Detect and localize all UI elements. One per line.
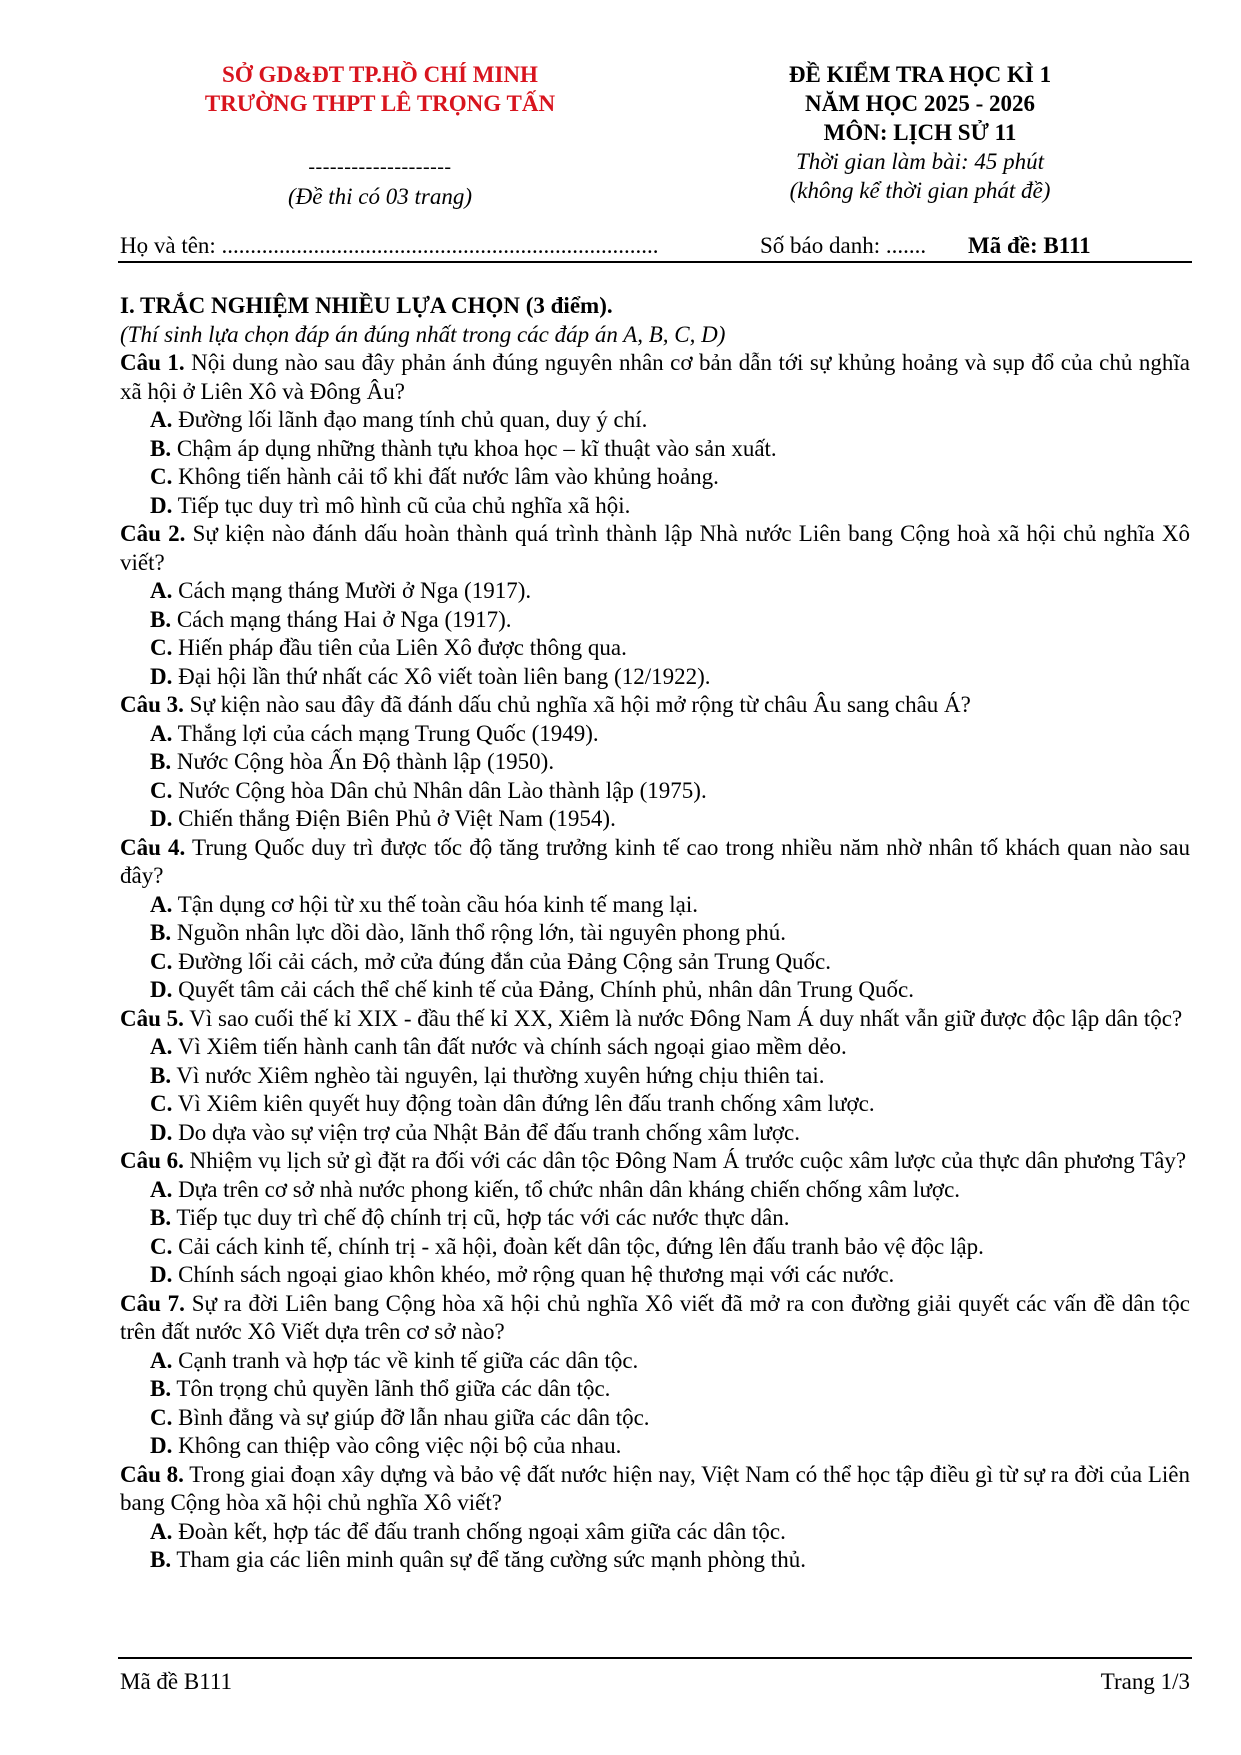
question-number: Câu 2. — [120, 521, 186, 546]
question-block — [120, 349, 1190, 520]
option-text: Đoàn kết, hợp tác để đấu tranh chống ngoại xâm giữa các dân tộc. — [172, 1518, 786, 1544]
exam-title: ĐỀ KIỂM TRA HỌC KÌ 1 — [788, 62, 1052, 87]
answer-option[interactable] — [120, 1233, 1190, 1262]
option-label: C. — [150, 1091, 173, 1116]
answer-option[interactable] — [120, 1518, 1190, 1547]
option-label: A. — [150, 1518, 173, 1544]
question-text: Trong giai đoạn xây dựng và bảo vệ đất nước hiện nay, Việt Nam có thể học tập điều gì từ sự ra đời của Liên bang Cộng hòa xã hội chủ nghĩa Xô viết? — [120, 1461, 1190, 1515]
answer-option[interactable] — [120, 1176, 1190, 1205]
option-text: Hiến pháp đầu tiên của Liên Xô được thông qua. — [172, 635, 627, 660]
option-label: A. — [150, 407, 173, 432]
question-stem — [120, 1461, 1190, 1518]
question-number: Câu 4. — [120, 834, 186, 860]
answer-option[interactable] — [120, 1432, 1190, 1461]
answer-option[interactable] — [120, 663, 1190, 692]
answer-option[interactable] — [120, 492, 1190, 521]
answer-option[interactable] — [120, 406, 1190, 435]
answer-option[interactable] — [120, 891, 1190, 920]
section-instruction: (Thí sinh lựa chọn đáp án đúng nhất trong các đáp án A, B, C, D) — [120, 321, 726, 347]
option-label: A. — [150, 1034, 173, 1059]
option-label: A. — [150, 578, 173, 603]
question-block — [120, 691, 1190, 834]
option-text: Cạnh tranh và hợp tác về kinh tế giữa các dân tộc. — [172, 1347, 639, 1373]
question-stem — [120, 1147, 1190, 1176]
answer-option[interactable] — [120, 805, 1190, 834]
option-label: A. — [150, 1347, 173, 1373]
option-text: Cải cách kinh tế, chính trị - xã hội, đoàn kết dân tộc, đứng lên đấu tranh bảo vệ độc lập. — [172, 1233, 984, 1259]
answer-option[interactable] — [120, 1546, 1190, 1575]
answer-option[interactable] — [120, 1119, 1190, 1148]
pages-note: (Đề thi có 03 trang) — [288, 184, 472, 209]
department-name: SỞ GD&ĐT TP.HỒ CHÍ MINH — [222, 62, 538, 87]
option-text: Không can thiệp vào công việc nội bộ của nhau. — [172, 1433, 622, 1458]
question-block — [120, 1005, 1190, 1148]
exam-code: Mã đề: B111 — [968, 233, 1091, 258]
option-label: A. — [150, 720, 173, 746]
option-label: B. — [150, 1547, 172, 1572]
question-number: Câu 3. — [120, 692, 184, 717]
answer-option[interactable] — [120, 748, 1190, 777]
option-text: Không tiến hành cải tổ khi đất nước lâm vào khủng hoảng. — [172, 464, 719, 489]
question-stem — [120, 349, 1190, 406]
page-number: Trang 1/3 — [1100, 1669, 1190, 1694]
question-block — [120, 1147, 1190, 1290]
time-note: (không kể thời gian phát đề) — [789, 178, 1051, 203]
option-label: D. — [150, 806, 173, 831]
option-label: C. — [150, 464, 173, 489]
question-text: Vì sao cuối thế kỉ XIX - đầu thế kỉ XX, Xiêm là nước Đông Nam Á duy nhất vẫn giữ được độc lập dân tộc? — [183, 1005, 1183, 1031]
option-label: B. — [150, 920, 172, 945]
time-limit: Thời gian làm bài: 45 phút — [795, 149, 1045, 174]
option-text: Đại hội lần thứ nhất các Xô viết toàn liên bang (12/1922). — [172, 663, 711, 689]
answer-option[interactable] — [120, 463, 1190, 492]
question-number: Câu 5. — [120, 1005, 184, 1031]
option-label: D. — [150, 663, 173, 689]
option-label: D. — [150, 492, 173, 518]
question-stem — [120, 834, 1190, 891]
option-text: Thắng lợi của cách mạng Trung Quốc (1949). — [172, 720, 599, 746]
option-text: Chính sách ngoại giao khôn khéo, mở rộng quan hệ thương mại với các nước. — [172, 1262, 895, 1287]
option-label: C. — [150, 777, 173, 803]
option-text: Chậm áp dụng những thành tựu khoa học – kĩ thuật vào sản xuất. — [171, 435, 777, 461]
answer-option[interactable] — [120, 435, 1190, 464]
option-text: Đường lối cải cách, mở cửa đúng đắn của Đảng Cộng sản Trung Quốc. — [172, 948, 832, 974]
option-label: D. — [150, 977, 173, 1002]
question-list — [120, 349, 1190, 1575]
header-right — [740, 60, 1100, 205]
footer-exam-code: Mã đề B111 — [120, 1669, 233, 1694]
option-text: Tham gia các liên minh quân sự để tăng cường sức mạnh phòng thủ. — [171, 1547, 806, 1572]
subject: MÔN: LỊCH SỬ 11 — [823, 120, 1017, 145]
option-text: Tôn trọng chủ quyền lãnh thổ giữa các dân tộc. — [171, 1376, 611, 1401]
question-stem — [120, 1005, 1190, 1034]
option-label: B. — [150, 749, 172, 774]
answer-option[interactable] — [120, 1062, 1190, 1091]
question-text: Trung Quốc duy trì được tốc độ tăng trưởng kinh tế cao trong nhiều năm nhờ nhân tố khách quan nào sau đây? — [120, 834, 1190, 888]
answer-option[interactable] — [120, 577, 1190, 606]
option-text: Vì Xiêm kiên quyết huy động toàn dân đứng lên đấu tranh chống xâm lược. — [172, 1091, 875, 1116]
school-year: NĂM HỌC 2025 - 2026 — [805, 91, 1035, 116]
answer-option[interactable] — [120, 976, 1190, 1005]
option-label: C. — [150, 1404, 173, 1430]
option-label: D. — [150, 1433, 173, 1458]
option-text: Đường lối lãnh đạo mang tính chủ quan, duy ý chí. — [172, 407, 648, 432]
option-label: D. — [150, 1262, 173, 1287]
question-stem — [120, 520, 1190, 577]
question-text: Nội dung nào sau đây phản ánh đúng nguyên nhân cơ bản dẫn tới sự khủng hoảng và sụp đổ của chủ nghĩa xã hội ở Liên Xô và Đông Âu? — [120, 350, 1191, 404]
section-title: I. TRẮC NGHIỆM NHIỀU LỰA CHỌN (3 điểm). — [120, 293, 613, 318]
option-text: Bình đẳng và sự giúp đỡ lẫn nhau giữa các dân tộc. — [172, 1404, 650, 1430]
answer-option[interactable] — [120, 1033, 1190, 1062]
answer-option[interactable] — [120, 919, 1190, 948]
option-label: B. — [150, 1062, 172, 1088]
answer-option[interactable] — [120, 606, 1190, 635]
student-id-field[interactable]: Số báo danh: ....... — [760, 233, 927, 258]
question-block — [120, 834, 1190, 1005]
question-text: Sự kiện nào đánh dấu hoàn thành quá trình thành lập Nhà nước Liên bang Cộng hoà xã hội chủ nghĩa Xô viết? — [120, 521, 1190, 575]
answer-option[interactable] — [120, 1347, 1190, 1376]
option-label: A. — [150, 891, 173, 917]
school-name: TRƯỜNG THPT LÊ TRỌNG TẤN — [204, 91, 556, 116]
option-label: C. — [150, 1233, 173, 1259]
question-number: Câu 8. — [120, 1461, 184, 1487]
answer-option[interactable] — [120, 777, 1190, 806]
option-label: B. — [150, 1376, 172, 1401]
option-text: Tiếp tục duy trì mô hình cũ của chủ nghĩa xã hội. — [172, 492, 631, 518]
question-block — [120, 1461, 1190, 1575]
header-divider — [118, 261, 1192, 263]
option-text: Quyết tâm cải cách thể chế kinh tế của Đảng, Chính phủ, nhân dân Trung Quốc. — [172, 977, 914, 1002]
option-label: C. — [150, 948, 173, 974]
question-text: Sự ra đời Liên bang Cộng hòa xã hội chủ nghĩa Xô viết đã mở ra con đường giải quyết các vấn đề dân tộc trên đất nước Xô Viết dựa trên cơ sở nào? — [120, 1290, 1190, 1344]
option-label: B. — [150, 435, 172, 461]
question-stem — [120, 1290, 1190, 1347]
option-text: Nước Cộng hòa Ấn Độ thành lập (1950). — [171, 749, 555, 774]
answer-option[interactable] — [120, 1404, 1190, 1433]
option-text: Vì nước Xiêm nghèo tài nguyên, lại thường xuyên hứng chịu thiên tai. — [171, 1062, 825, 1088]
student-name-field[interactable]: Họ và tên: ............................................................................ — [120, 233, 659, 258]
option-text: Do dựa vào sự viện trợ của Nhật Bản để đấu tranh chống xâm lược. — [172, 1119, 800, 1145]
option-label: B. — [150, 606, 172, 632]
option-text: Chiến thắng Điện Biên Phủ ở Việt Nam (1954). — [172, 806, 616, 831]
option-text: Vì Xiêm tiến hành canh tân đất nước và chính sách ngoại giao mềm dẻo. — [172, 1034, 847, 1059]
answer-option[interactable] — [120, 634, 1190, 663]
divider-dashes: -------------------- — [308, 156, 452, 178]
option-text: Nguồn nhân lực dồi dào, lãnh thổ rộng lớn, tài nguyên phong phú. — [171, 920, 786, 945]
option-text: Cách mạng tháng Mười ở Nga (1917). — [172, 578, 532, 603]
question-text: Sự kiện nào sau đây đã đánh dấu chủ nghĩa xã hội mở rộng từ châu Âu sang châu Á? — [183, 692, 971, 717]
question-number: Câu 1. — [120, 350, 185, 375]
option-label: A. — [150, 1176, 173, 1202]
footer-divider — [118, 1657, 1192, 1659]
answer-option[interactable] — [120, 720, 1190, 749]
option-label: D. — [150, 1119, 173, 1145]
question-block — [120, 1290, 1190, 1461]
question-stem — [120, 691, 1190, 720]
option-text: Cách mạng tháng Hai ở Nga (1917). — [171, 606, 512, 632]
option-text: Dựa trên cơ sở nhà nước phong kiến, tổ chức nhân dân kháng chiến chống xâm lược. — [172, 1176, 961, 1202]
answer-option[interactable] — [120, 1261, 1190, 1290]
option-label: C. — [150, 635, 173, 660]
question-text: Nhiệm vụ lịch sử gì đặt ra đối với các dân tộc Đông Nam Á trước cuộc xâm lược của thực dân phương Tây? — [183, 1148, 1187, 1173]
option-text: Nước Cộng hòa Dân chủ Nhân dân Lào thành lập (1975). — [172, 777, 707, 803]
header-left — [150, 60, 610, 211]
answer-option[interactable] — [120, 1090, 1190, 1119]
answer-option[interactable] — [120, 1375, 1190, 1404]
option-text: Tiếp tục duy trì chế độ chính trị cũ, hợp tác với các nước thực dân. — [171, 1205, 790, 1230]
answer-option[interactable] — [120, 1204, 1190, 1233]
answer-option[interactable] — [120, 948, 1190, 977]
question-number: Câu 7. — [120, 1290, 185, 1316]
exam-content — [120, 292, 1190, 1575]
question-number: Câu 6. — [120, 1148, 184, 1173]
option-text: Tận dụng cơ hội từ xu thế toàn cầu hóa kinh tế mang lại. — [172, 891, 698, 917]
option-label: B. — [150, 1205, 172, 1230]
question-block — [120, 520, 1190, 691]
